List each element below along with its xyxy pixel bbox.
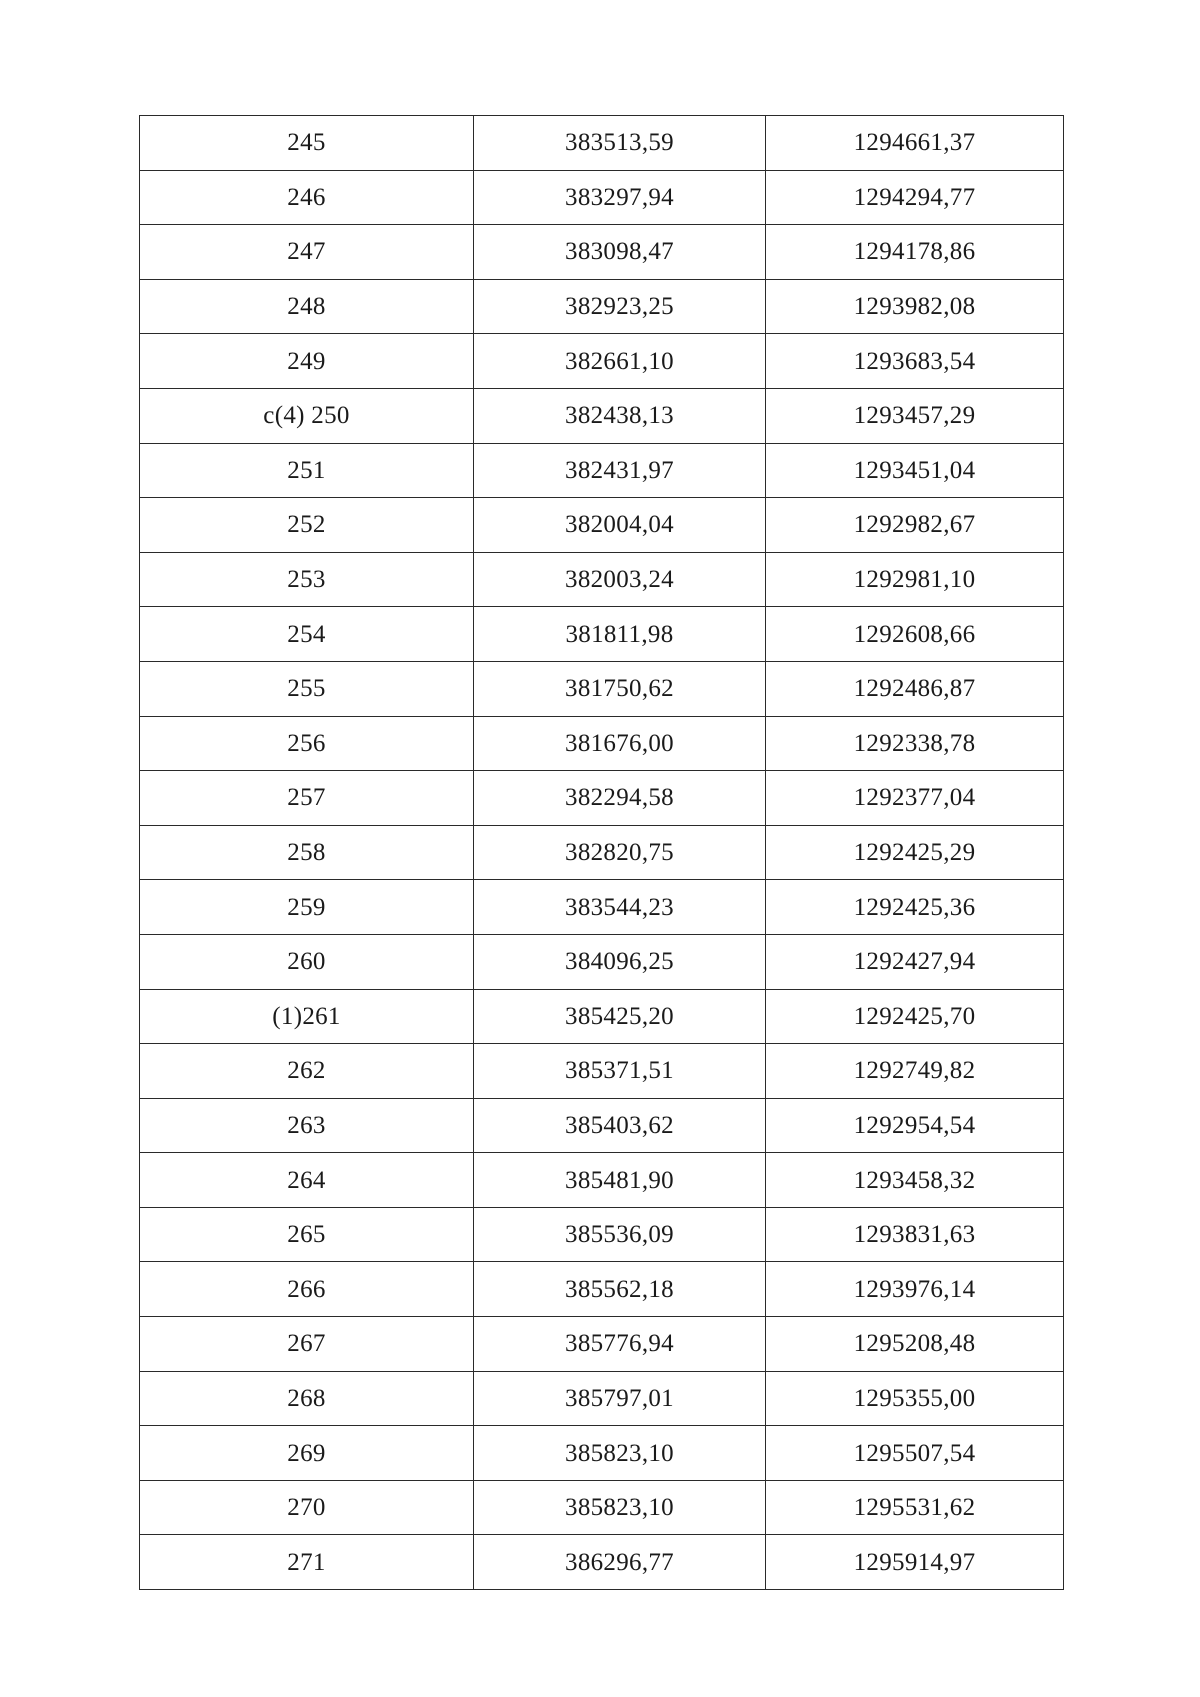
- x-coordinate-cell: 382004,04: [474, 498, 766, 553]
- point-number-cell: 270: [140, 1480, 474, 1535]
- x-coordinate-cell: 382820,75: [474, 825, 766, 880]
- y-coordinate-cell: 1295531,62: [766, 1480, 1064, 1535]
- x-coordinate-cell: 385797,01: [474, 1371, 766, 1426]
- table-row: [140, 934, 1064, 989]
- point-number-cell: 247: [140, 225, 474, 280]
- point-number-cell: 262: [140, 1044, 474, 1099]
- x-coordinate-cell: 383297,94: [474, 170, 766, 225]
- table-row: [140, 388, 1064, 443]
- point-number-cell: 249: [140, 334, 474, 389]
- table-row: [140, 661, 1064, 716]
- y-coordinate-cell: 1292425,36: [766, 880, 1064, 935]
- x-coordinate-cell: 385823,10: [474, 1480, 766, 1535]
- x-coordinate-cell: 381750,62: [474, 661, 766, 716]
- y-coordinate-cell: 1294178,86: [766, 225, 1064, 280]
- table-row: [140, 1371, 1064, 1426]
- table-row: [140, 771, 1064, 826]
- coordinates-table: [139, 115, 1064, 1590]
- table-row: [140, 880, 1064, 935]
- table-row: [140, 1426, 1064, 1481]
- x-coordinate-cell: 385371,51: [474, 1044, 766, 1099]
- point-number-cell: 263: [140, 1098, 474, 1153]
- y-coordinate-cell: 1292749,82: [766, 1044, 1064, 1099]
- point-number-cell: 246: [140, 170, 474, 225]
- table-row: [140, 225, 1064, 280]
- table-row: [140, 607, 1064, 662]
- y-coordinate-cell: 1292338,78: [766, 716, 1064, 771]
- y-coordinate-cell: 1295507,54: [766, 1426, 1064, 1481]
- point-number-cell: 260: [140, 934, 474, 989]
- y-coordinate-cell: 1292425,70: [766, 989, 1064, 1044]
- table-row: [140, 116, 1064, 171]
- table-row: [140, 1207, 1064, 1262]
- table-row: [140, 716, 1064, 771]
- point-number-cell: 245: [140, 116, 474, 171]
- y-coordinate-cell: 1292981,10: [766, 552, 1064, 607]
- x-coordinate-cell: 383544,23: [474, 880, 766, 935]
- point-number-cell: c(4) 250: [140, 388, 474, 443]
- x-coordinate-cell: 381811,98: [474, 607, 766, 662]
- point-number-cell: 265: [140, 1207, 474, 1262]
- table-row: [140, 170, 1064, 225]
- x-coordinate-cell: 385403,62: [474, 1098, 766, 1153]
- point-number-cell: 257: [140, 771, 474, 826]
- y-coordinate-cell: 1293683,54: [766, 334, 1064, 389]
- table-row: [140, 1098, 1064, 1153]
- x-coordinate-cell: 385562,18: [474, 1262, 766, 1317]
- x-coordinate-cell: 383098,47: [474, 225, 766, 280]
- table-row: [140, 825, 1064, 880]
- x-coordinate-cell: 382661,10: [474, 334, 766, 389]
- y-coordinate-cell: 1295355,00: [766, 1371, 1064, 1426]
- point-number-cell: 248: [140, 279, 474, 334]
- table-row: [140, 1262, 1064, 1317]
- point-number-cell: 268: [140, 1371, 474, 1426]
- x-coordinate-cell: 385823,10: [474, 1426, 766, 1481]
- x-coordinate-cell: 385425,20: [474, 989, 766, 1044]
- table-row: [140, 279, 1064, 334]
- x-coordinate-cell: 382438,13: [474, 388, 766, 443]
- y-coordinate-cell: 1292377,04: [766, 771, 1064, 826]
- y-coordinate-cell: 1292427,94: [766, 934, 1064, 989]
- table-row: [140, 1044, 1064, 1099]
- y-coordinate-cell: 1293976,14: [766, 1262, 1064, 1317]
- point-number-cell: 252: [140, 498, 474, 553]
- x-coordinate-cell: 382923,25: [474, 279, 766, 334]
- table-row: [140, 1535, 1064, 1590]
- y-coordinate-cell: 1293451,04: [766, 443, 1064, 498]
- x-coordinate-cell: 381676,00: [474, 716, 766, 771]
- x-coordinate-cell: 384096,25: [474, 934, 766, 989]
- y-coordinate-cell: 1294661,37: [766, 116, 1064, 171]
- x-coordinate-cell: 382294,58: [474, 771, 766, 826]
- point-number-cell: 254: [140, 607, 474, 662]
- point-number-cell: 251: [140, 443, 474, 498]
- y-coordinate-cell: 1293457,29: [766, 388, 1064, 443]
- y-coordinate-cell: 1292425,29: [766, 825, 1064, 880]
- x-coordinate-cell: 382003,24: [474, 552, 766, 607]
- point-number-cell: 255: [140, 661, 474, 716]
- point-number-cell: 266: [140, 1262, 474, 1317]
- point-number-cell: 256: [140, 716, 474, 771]
- point-number-cell: 267: [140, 1317, 474, 1372]
- table-row: [140, 1317, 1064, 1372]
- point-number-cell: 258: [140, 825, 474, 880]
- x-coordinate-cell: 383513,59: [474, 116, 766, 171]
- y-coordinate-cell: 1293982,08: [766, 279, 1064, 334]
- coordinates-table-body: [140, 116, 1064, 1590]
- y-coordinate-cell: 1292486,87: [766, 661, 1064, 716]
- point-number-cell: 259: [140, 880, 474, 935]
- x-coordinate-cell: 382431,97: [474, 443, 766, 498]
- table-row: [140, 552, 1064, 607]
- point-number-cell: 264: [140, 1153, 474, 1208]
- y-coordinate-cell: 1292608,66: [766, 607, 1064, 662]
- table-row: [140, 334, 1064, 389]
- y-coordinate-cell: 1293831,63: [766, 1207, 1064, 1262]
- y-coordinate-cell: 1293458,32: [766, 1153, 1064, 1208]
- y-coordinate-cell: 1292982,67: [766, 498, 1064, 553]
- table-row: [140, 498, 1064, 553]
- point-number-cell: 269: [140, 1426, 474, 1481]
- x-coordinate-cell: 386296,77: [474, 1535, 766, 1590]
- y-coordinate-cell: 1292954,54: [766, 1098, 1064, 1153]
- table-row: [140, 443, 1064, 498]
- y-coordinate-cell: 1294294,77: [766, 170, 1064, 225]
- point-number-cell: (1)261: [140, 989, 474, 1044]
- point-number-cell: 253: [140, 552, 474, 607]
- y-coordinate-cell: 1295914,97: [766, 1535, 1064, 1590]
- x-coordinate-cell: 385481,90: [474, 1153, 766, 1208]
- point-number-cell: 271: [140, 1535, 474, 1590]
- table-row: [140, 1153, 1064, 1208]
- table-row: [140, 989, 1064, 1044]
- x-coordinate-cell: 385536,09: [474, 1207, 766, 1262]
- table-row: [140, 1480, 1064, 1535]
- y-coordinate-cell: 1295208,48: [766, 1317, 1064, 1372]
- x-coordinate-cell: 385776,94: [474, 1317, 766, 1372]
